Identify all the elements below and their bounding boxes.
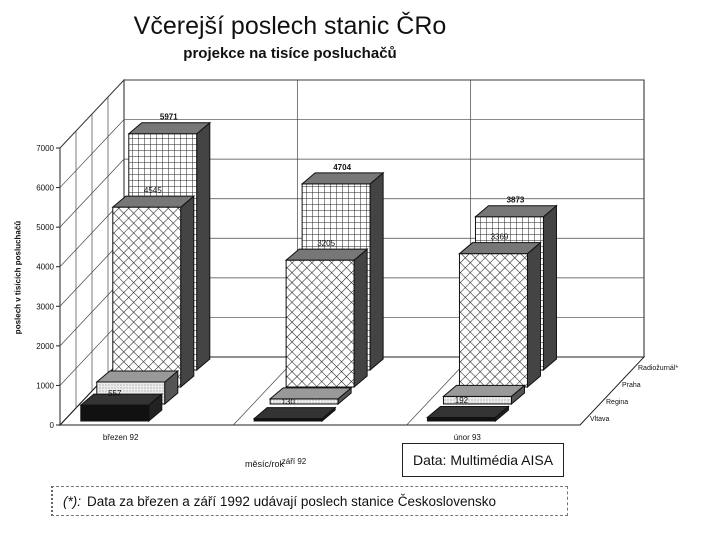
y-tick-label: 3000 [36,302,54,312]
bar-top [302,173,383,184]
bar-top [254,408,335,419]
bar-top [286,249,367,260]
y-tick-label: 4000 [36,262,54,272]
footnote-mark: (*): [63,493,81,509]
y-tick-label: 5000 [36,223,54,233]
bar-top [129,123,210,134]
bar-praha [459,243,540,387]
y-tick-label: 7000 [36,144,54,153]
bar-top [113,196,194,207]
bar-front [443,396,511,404]
bar-side [370,173,383,370]
bar-front [81,405,149,421]
bar-front [270,397,338,407]
series-label: Regina [606,399,629,406]
y-tick-label: 1000 [36,381,54,391]
data-label: 5971 [159,112,178,122]
footnote [51,486,568,516]
series-label: Vltava [590,416,610,423]
bar-top [97,371,178,382]
bar-praha [113,196,194,387]
bar-side [181,196,194,387]
bar-top [427,406,508,417]
series-label: Radiožurnál* [638,365,679,372]
data-label: 4704 [333,162,352,172]
y-tick-label: 0 [49,421,54,430]
bar-top [475,206,556,217]
source-box: Data: Multimédia AISA [402,443,564,477]
footnote-text: Data za březen a září 1992 udávají poslech stanice Československo [87,493,496,509]
chart-title: Včerejší poslech stanic ČRo [133,12,447,40]
bar-side [543,206,556,370]
bar-vltava [427,406,508,421]
x-tick-label: březen 92 [102,433,139,442]
bar-front [427,417,495,421]
x-tick-label: září 92 [281,457,307,466]
y-axis-label: poslech v tisících posluchačů [13,220,23,335]
data-label: 557 [108,388,122,398]
bar-side [354,249,367,387]
bar-vltava [254,408,335,421]
data-label: 3205 [317,239,336,249]
bar-side [197,123,210,370]
data-label: 192 [454,396,469,406]
y-tick-label: 6000 [36,183,54,193]
bar-top [443,385,524,396]
y-tick-label: 2000 [36,341,54,351]
chart-subtitle: projekce na tisíce posluchačů [183,45,397,62]
data-label: 3873 [506,195,525,205]
x-axis-label: měsíc/rok [245,459,285,469]
bar-vltava [81,394,162,421]
bar-front [286,260,354,387]
data-label: 4545 [143,186,162,196]
x-tick-label: únor 93 [453,433,481,442]
data-label: 3369 [490,232,509,242]
chart-bars [81,123,557,421]
bar-top [459,243,540,254]
bar-side [527,243,540,387]
bar-front [113,207,181,387]
bar-front [459,254,527,387]
data-label: 130 [281,397,295,407]
bar-praha [286,249,367,387]
series-label: Praha [622,382,641,389]
